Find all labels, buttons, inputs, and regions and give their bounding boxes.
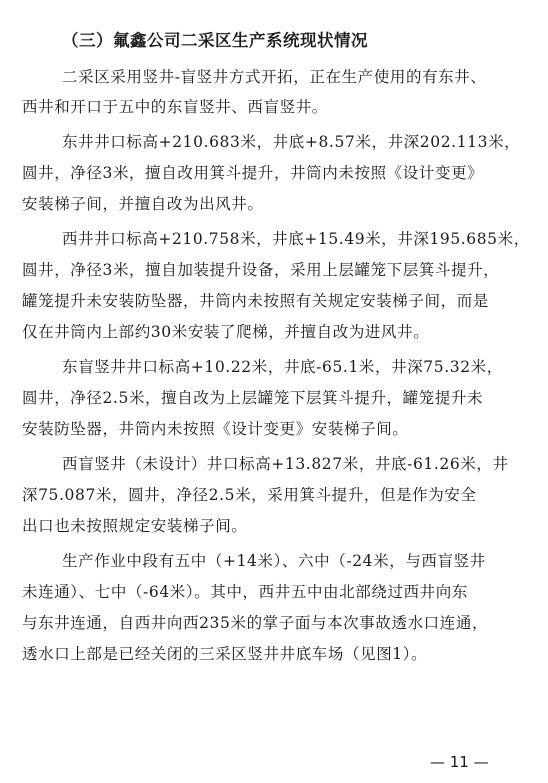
paragraph-line: 仅在井筒内上部约30米安装了爬梯，并擅自改为进风井。 bbox=[22, 323, 430, 341]
paragraph-line: 与东井连通，自西井向西235米的掌子面与本次事故透水口连通， bbox=[22, 614, 489, 632]
paragraph-line: 安装防坠器，井筒内未按照《设计变更》安装梯子间。 bbox=[22, 420, 409, 438]
paragraph-line: 安装梯子间，并擅自改为出风井。 bbox=[22, 195, 264, 213]
paragraph-line: 圆井，净径2.5米，擅自改为上层罐笼下层箕斗提升，罐笼提升未 bbox=[22, 389, 484, 407]
paragraph-line: 西盲竖井（未设计）井口标高+13.827米，井底-61.26米，井 bbox=[62, 455, 509, 473]
paragraph-line: 西井和开口于五中的东盲竖井、西盲竖井。 bbox=[22, 98, 328, 116]
paragraph-line: 出口也未按照规定安装梯子间。 bbox=[22, 517, 248, 535]
paragraph-line: 生产作业中段有五中（+14米）、六中（-24米，与西盲竖井 bbox=[62, 552, 486, 570]
paragraph-line: 深75.087米，圆井，净径2.5米，采用箕斗提升，但是作为安全 bbox=[22, 486, 477, 504]
page-number: — 11 — bbox=[430, 753, 489, 771]
section-heading: （三）氟鑫公司二采区生产系统现状情况 bbox=[62, 31, 368, 50]
paragraph-line: 透水口上部是已经关闭的三采区竖井井底车场（见图1）。 bbox=[22, 645, 428, 663]
paragraph-line: 圆井，净径3米，擅自加装提升设备，采用上层罐笼下层箕斗提升， bbox=[22, 261, 500, 279]
paragraph-line: 罐笼提升未安装防坠器，井筒内未按照有关规定安装梯子间，而是 bbox=[22, 292, 489, 310]
paragraph-line: 二采区采用竖井-盲竖井方式开拓，正在生产使用的有东井、 bbox=[62, 68, 487, 86]
paragraph-line: 西井井口标高+210.758米，井底+15.49米，井深195.685米， bbox=[62, 230, 530, 248]
paragraph-line: 东盲竖井井口标高+10.22米，井底-65.1米，井深75.32米， bbox=[62, 358, 503, 376]
paragraph-line: 未连通）、七中（-64米）。其中，西井五中由北部绕过西井向东 bbox=[22, 583, 468, 601]
paragraph-line: 圆井，净径3米，擅自改用箕斗提升，井筒内未按照《设计变更》 bbox=[22, 164, 484, 182]
paragraph-line: 东井井口标高+210.683米，井底+8.57米，井深202.113米， bbox=[62, 133, 521, 151]
